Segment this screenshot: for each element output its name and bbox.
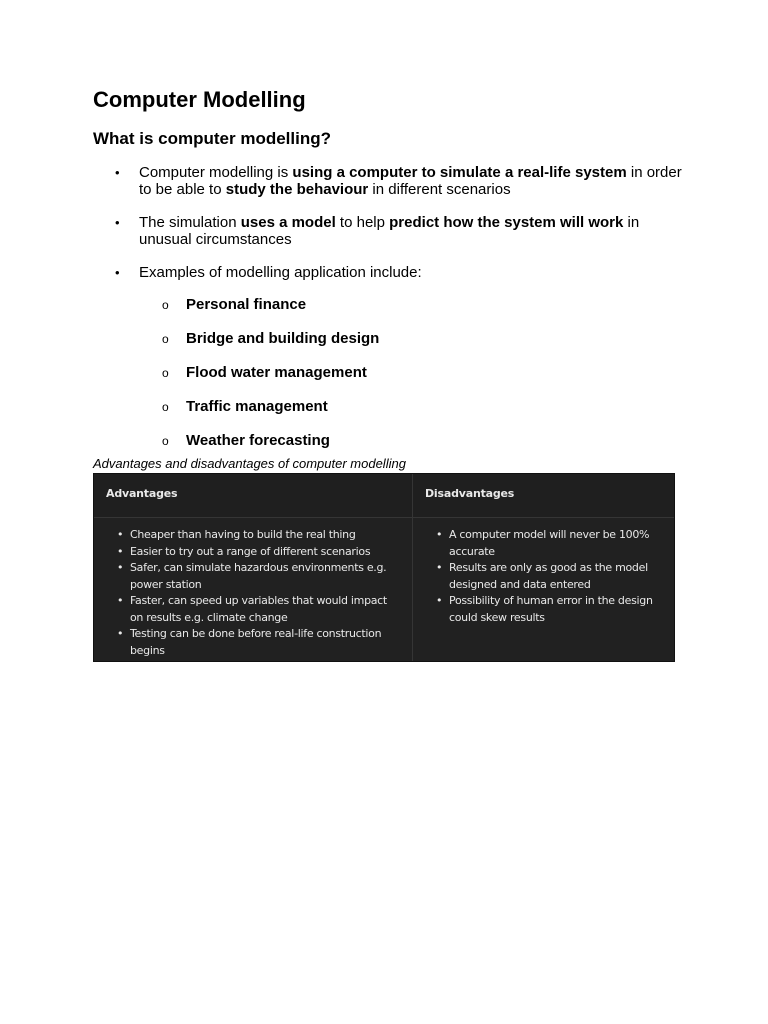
example-item: o Weather forecasting	[162, 432, 330, 449]
disadvantages-cell	[413, 518, 674, 661]
circle-bullet-icon: o	[162, 332, 169, 346]
advantage-item: • Faster, can speed up variables that would impact on results e.g. climate change	[117, 594, 387, 624]
disadvantage-item: • Results are only as good as the model designed and data entered	[436, 561, 648, 591]
bullet-list	[93, 164, 683, 449]
circle-bullet-icon: o	[162, 400, 169, 414]
circle-bullet-icon: o	[162, 298, 169, 312]
examples-list	[139, 296, 683, 449]
document-page	[93, 86, 683, 662]
example-item: o Traffic management	[162, 398, 328, 415]
circle-bullet-icon: o	[162, 366, 169, 380]
advantage-item: • Easier to try out a range of different scenarios	[117, 544, 371, 558]
advantages-cell	[94, 518, 413, 661]
example-item: o Flood water management	[162, 364, 367, 381]
list-item: • Computer modelling is using a computer to simulate a real-life system in order to be able to study the behaviour in different scenarios	[115, 164, 682, 198]
disadvantage-item: • Possibility of human error in the design could skew results	[436, 594, 653, 624]
disadvantage-item: • A computer model will never be 100% accurate	[436, 528, 650, 558]
advantage-item: • Safer, can simulate hazardous environments e.g. power station	[117, 561, 387, 591]
list-item: • Examples of modelling application include: o Personal finance o Bridge and building design o Flood water management o Traffic management o Weather forecasting	[93, 264, 683, 449]
section-heading: What is computer modelling?	[93, 129, 332, 148]
bullet-icon: •	[115, 215, 120, 230]
table-caption: Advantages and disadvantages of computer modelling	[93, 456, 406, 471]
advantage-item: • Cheaper than having to build the real thing	[117, 528, 356, 541]
table-header-advantages: Advantages	[94, 474, 413, 518]
page-title: Computer Modelling	[93, 87, 306, 112]
bullet-icon: •	[115, 265, 120, 280]
example-item: o Bridge and building design	[162, 330, 380, 347]
example-item: o Personal finance	[162, 296, 307, 313]
advantage-item: • Testing can be done before real-life construction begins	[117, 627, 382, 657]
table-header-disadvantages: Disadvantages	[413, 474, 674, 518]
advantages-table-image	[93, 473, 675, 662]
bullet-icon: •	[115, 165, 120, 180]
list-item: • The simulation uses a model to help predict how the system will work in unusual circumstances	[115, 214, 640, 248]
circle-bullet-icon: o	[162, 434, 169, 448]
